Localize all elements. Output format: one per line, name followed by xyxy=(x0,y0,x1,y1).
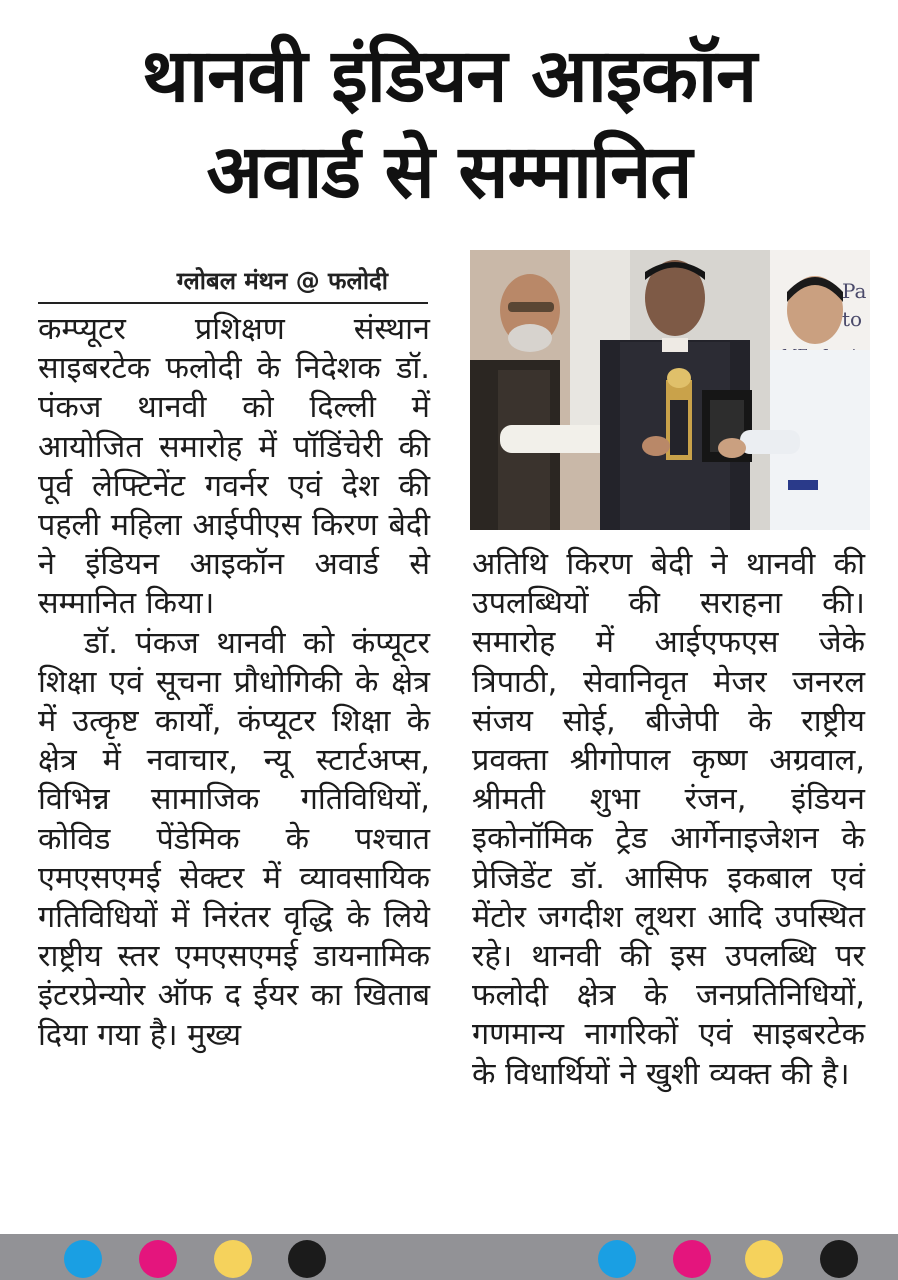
headline xyxy=(0,28,898,220)
registration-dot-yellow xyxy=(214,1240,252,1278)
headline-line-1: थानवी इंडियन आइकॉन xyxy=(141,33,757,119)
article-paragraph: कम्प्यूटर प्रशिक्षण संस्थान साइबरटेक फलोदी के निदेशक डॉ. पंकज थानवी को दिल्ली में आयोजित समारोह में पॉडिंचेरी की पूर्व लेफ्टिनेंट गवर्नर एवं देश की पहली महिला आईपीएस किरण बेदी ने इंडियन आइकॉन अवार्ड से सम्मानित किया। xyxy=(38,312,430,622)
award-photo xyxy=(470,250,870,530)
registration-dot-cyan xyxy=(598,1240,636,1278)
registration-dot-magenta xyxy=(673,1240,711,1278)
article-paragraph: अतिथि किरण बेदी ने थानवी की उपलब्धियों की सराहना की। समारोह में आईएफएस जेके त्रिपाठी, सेवानिवृत मेजर जनरल संजय सोई, बीजेपी के राष्ट्रीय प्रवक्ता श्रीगोपाल कृष्ण अग्रवाल, श्रीमती शुभा रंजन, इंडियन इकोनॉमिक ट्रेड आर्गेनाइजेशन के प्रेजिडेंट डॉ. आसिफ इकबाल एवं मेंटोर जगदीश लूथरा आदि उपस्थित रहे। थानवी की इस उपलब्धि पर फलोदी क्षेत्र के जनप्रतिनिधियों, गणमान्य नागरिकों एवं साइबरटेक के विधार्थियों ने खुशी व्यक्त की है। xyxy=(472,547,865,1092)
registration-dot-cyan xyxy=(64,1240,102,1278)
byline: ग्लोबल मंथन @ फलोदी xyxy=(176,267,388,295)
backdrop-text: to xyxy=(842,307,863,331)
byline-rule xyxy=(38,262,428,304)
registration-dot-magenta xyxy=(139,1240,177,1278)
article-column-right xyxy=(472,545,865,1094)
registration-dot-black xyxy=(288,1240,326,1278)
backdrop-text: Pa xyxy=(842,279,867,303)
headline-line-2: अवार्ड से सम्मानित xyxy=(206,129,692,215)
award-photo-illustration xyxy=(470,250,870,530)
registration-dot-black xyxy=(820,1240,858,1278)
article-column-left xyxy=(38,310,430,1055)
registration-dot-yellow xyxy=(745,1240,783,1278)
article-paragraph: डॉ. पंकज थानवी को कंप्यूटर शिक्षा एवं सूचना प्रौधोगिकी के क्षेत्र में उत्कृष्ट कार्यों, कंप्यूटर शिक्षा के क्षेत्र में नवाचार, न्यू स्टार्टअप्स, विभिन्न सामाजिक गतिविधियों, कोविड पेंडेमिक के पश्चात एमएसएमई सेक्टर में व्यावसायिक गतिविधियों में निरंतर वृद्धि के लिये राष्ट्रीय स्तर एमएसएमई डायनामिक इंटरप्रेन्योर ऑफ द ईयर का खिताब दिया गया है। मुख्य xyxy=(38,625,430,1053)
